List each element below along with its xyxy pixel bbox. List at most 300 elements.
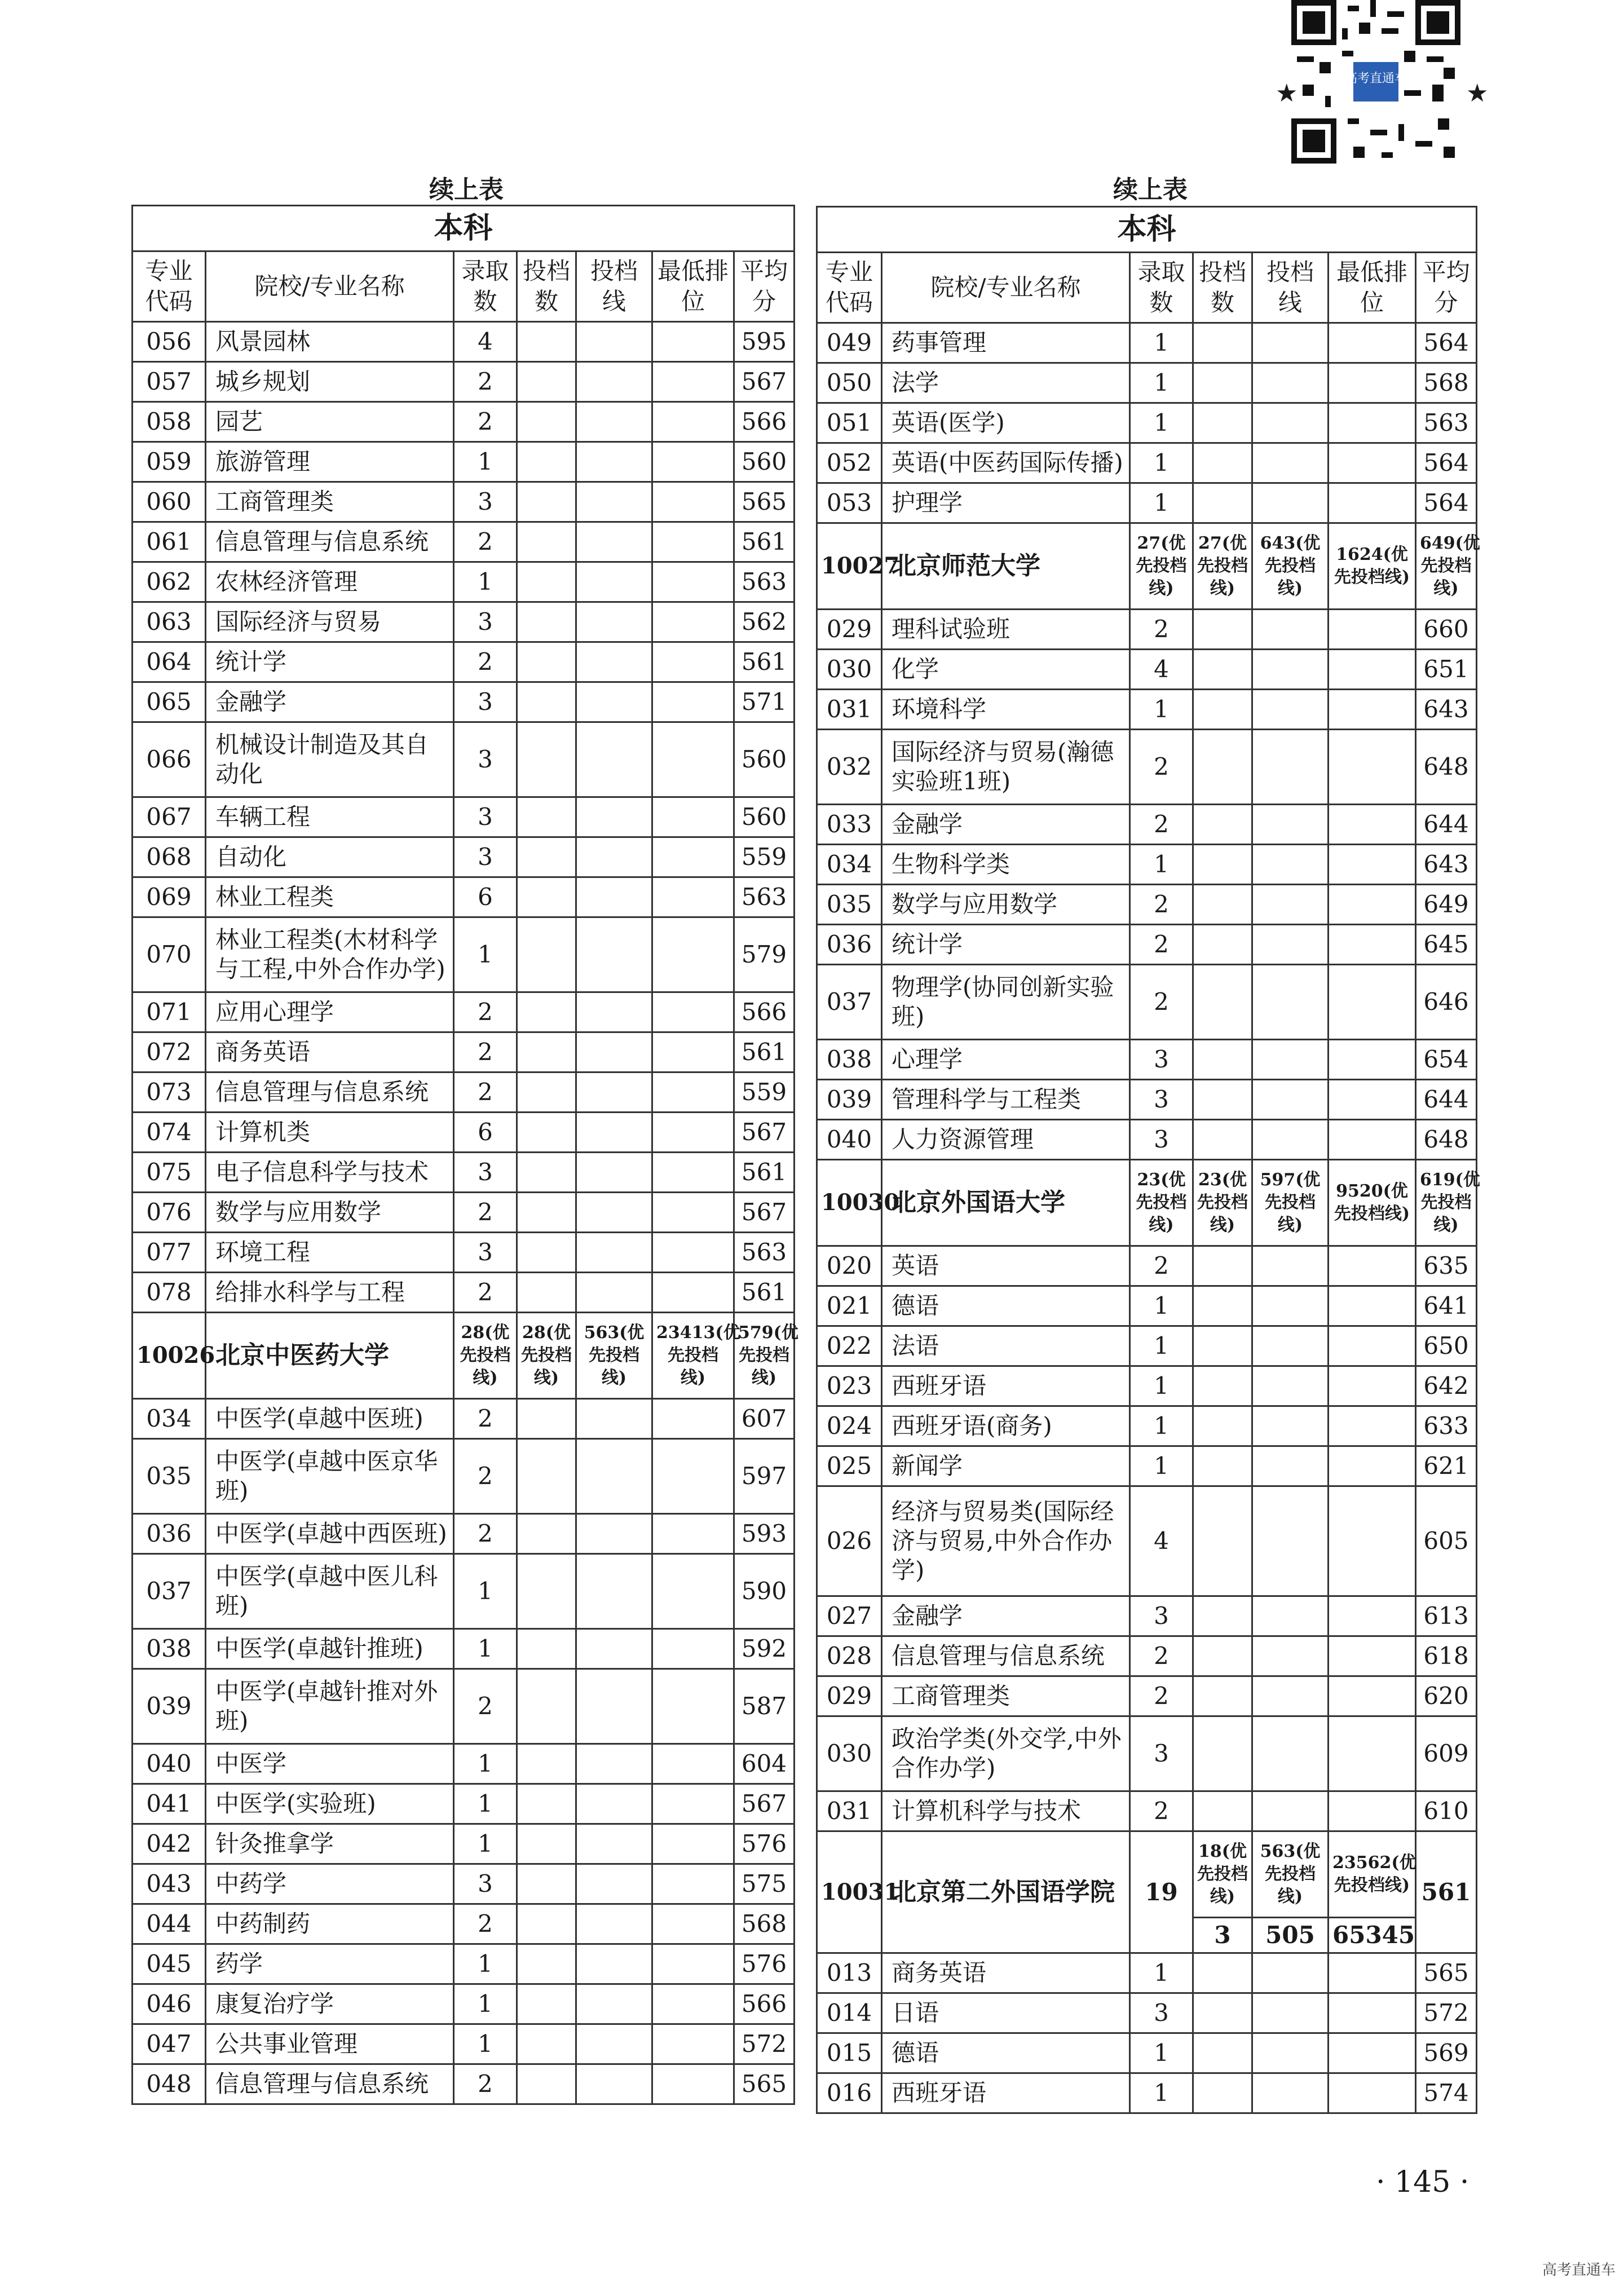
major-name: 计算机科学与技术 bbox=[882, 1791, 1130, 1831]
enrolled-count: 1 bbox=[454, 1629, 517, 1669]
min-rank bbox=[1329, 1596, 1416, 1636]
table-row bbox=[817, 1993, 1477, 2033]
table-row bbox=[133, 482, 795, 522]
major-name: 中医学(实验班) bbox=[206, 1784, 454, 1824]
filed-line bbox=[576, 1193, 652, 1233]
enrolled-count: 3 bbox=[454, 482, 517, 522]
table-row bbox=[133, 722, 795, 797]
major-code: 057 bbox=[133, 362, 206, 402]
filed-line bbox=[1252, 925, 1329, 965]
enrolled-count: 2 bbox=[454, 1514, 517, 1554]
enrolled-count: 1 bbox=[1130, 1366, 1193, 1406]
min-rank bbox=[652, 1439, 734, 1514]
avg-score: 571 bbox=[734, 682, 795, 722]
major-name: 数学与应用数学 bbox=[206, 1193, 454, 1233]
major-name: 商务英语 bbox=[882, 1953, 1130, 1993]
filed-line bbox=[576, 1032, 652, 1072]
enrolled-count: 6 bbox=[454, 1113, 517, 1153]
major-name: 统计学 bbox=[882, 925, 1130, 965]
continued-title-left: 续上表 bbox=[429, 175, 504, 204]
min-rank bbox=[1329, 2033, 1416, 2073]
school-min-rank: 1624(优先投档线) bbox=[1329, 523, 1416, 610]
enrolled-count: 2 bbox=[1130, 610, 1193, 650]
table-row bbox=[133, 1153, 795, 1193]
filed-line bbox=[576, 562, 652, 602]
major-name: 英语 bbox=[882, 1246, 1130, 1286]
min-rank bbox=[652, 1113, 734, 1153]
avg-score: 644 bbox=[1416, 805, 1477, 845]
enrolled-count: 2 bbox=[454, 1439, 517, 1514]
major-name: 机械设计制造及其自动化 bbox=[206, 722, 454, 797]
filed-line bbox=[1252, 1993, 1329, 2033]
major-name: 国际经济与贸易 bbox=[206, 602, 454, 642]
admission-table-right bbox=[816, 206, 1480, 2114]
filed-count bbox=[1193, 1676, 1252, 1716]
min-rank bbox=[652, 1904, 734, 1944]
filed-count bbox=[517, 2024, 576, 2064]
table-row bbox=[133, 522, 795, 562]
enrolled-count: 4 bbox=[454, 322, 517, 362]
major-name: 林业工程类(木材科学与工程,中外合作办学) bbox=[206, 917, 454, 992]
avg-score: 609 bbox=[1416, 1716, 1477, 1791]
avg-score: 560 bbox=[734, 442, 795, 482]
table-row bbox=[133, 1399, 795, 1439]
major-name: 德语 bbox=[882, 2033, 1130, 2073]
major-name: 环境工程 bbox=[206, 1233, 454, 1273]
major-name: 林业工程类 bbox=[206, 877, 454, 917]
filed-line bbox=[576, 2064, 652, 2104]
major-code: 032 bbox=[817, 730, 882, 805]
min-rank bbox=[1329, 323, 1416, 363]
major-code: 060 bbox=[133, 482, 206, 522]
filed-line bbox=[576, 1273, 652, 1313]
filed-count bbox=[1193, 1446, 1252, 1486]
table-row bbox=[133, 877, 795, 917]
major-code: 044 bbox=[133, 1904, 206, 1944]
major-name: 康复治疗学 bbox=[206, 1984, 454, 2024]
filed-line bbox=[1252, 2073, 1329, 2113]
header-filed-line: 投档线 bbox=[576, 251, 652, 322]
filed-count bbox=[517, 522, 576, 562]
avg-score: 560 bbox=[734, 797, 795, 837]
filed-line bbox=[1252, 1486, 1329, 1596]
filed-line bbox=[1252, 1246, 1329, 1286]
filed-line bbox=[576, 1399, 652, 1439]
major-name: 应用心理学 bbox=[206, 992, 454, 1032]
enrolled-count: 2 bbox=[454, 642, 517, 682]
filed-count bbox=[517, 1032, 576, 1072]
table-row bbox=[817, 1953, 1477, 1993]
filed-line bbox=[1252, 1120, 1329, 1160]
major-code: 037 bbox=[133, 1554, 206, 1629]
table-row bbox=[133, 602, 795, 642]
enrolled-count: 1 bbox=[454, 917, 517, 992]
min-rank bbox=[1329, 690, 1416, 730]
major-name: 中药学 bbox=[206, 1864, 454, 1904]
major-code: 065 bbox=[133, 682, 206, 722]
filed-line bbox=[576, 1439, 652, 1514]
filed-count bbox=[1193, 965, 1252, 1040]
enrolled-count: 1 bbox=[454, 1824, 517, 1864]
table-row bbox=[817, 1080, 1477, 1120]
filed-count bbox=[1193, 1716, 1252, 1791]
header-name: 院校/专业名称 bbox=[206, 251, 454, 322]
major-name: 车辆工程 bbox=[206, 797, 454, 837]
table-row bbox=[133, 1864, 795, 1904]
enrolled-count: 1 bbox=[454, 1784, 517, 1824]
min-rank bbox=[1329, 1716, 1416, 1791]
enrolled-count: 2 bbox=[454, 1399, 517, 1439]
filed-count bbox=[1193, 1040, 1252, 1080]
min-rank bbox=[652, 797, 734, 837]
enrolled-count: 3 bbox=[454, 1153, 517, 1193]
avg-score: 574 bbox=[1416, 2073, 1477, 2113]
header-code: 专业代码 bbox=[817, 253, 882, 323]
filed-count bbox=[1193, 1080, 1252, 1120]
major-name: 信息管理与信息系统 bbox=[206, 1072, 454, 1113]
table-row bbox=[817, 610, 1477, 650]
filed-count bbox=[517, 917, 576, 992]
enrolled-count: 1 bbox=[1130, 2033, 1193, 2073]
header-avg: 平均分 bbox=[1416, 253, 1477, 323]
school-filed-line: 563(优先投档线) bbox=[1252, 1831, 1329, 1918]
filed-count bbox=[1193, 805, 1252, 845]
avg-score: 563 bbox=[1416, 403, 1477, 443]
avg-score: 607 bbox=[734, 1399, 795, 1439]
major-name: 计算机类 bbox=[206, 1113, 454, 1153]
footer-watermark: 高考直通车 bbox=[1542, 2262, 1616, 2279]
major-code: 037 bbox=[817, 965, 882, 1040]
avg-score: 562 bbox=[734, 602, 795, 642]
school-min-rank-2: 65345 bbox=[1329, 1918, 1416, 1953]
major-code: 025 bbox=[817, 1446, 882, 1486]
filed-count bbox=[517, 877, 576, 917]
header-min-rank: 最低排位 bbox=[652, 251, 734, 322]
major-code: 035 bbox=[817, 885, 882, 925]
enrolled-count: 1 bbox=[454, 1984, 517, 2024]
table-row bbox=[133, 837, 795, 877]
table-row bbox=[133, 1072, 795, 1113]
table-row bbox=[133, 362, 795, 402]
filed-line bbox=[576, 602, 652, 642]
major-code: 072 bbox=[133, 1032, 206, 1072]
enrolled-count: 1 bbox=[1130, 690, 1193, 730]
avg-score: 561 bbox=[734, 1273, 795, 1313]
min-rank bbox=[1329, 1676, 1416, 1716]
major-name: 城乡规划 bbox=[206, 362, 454, 402]
table-row bbox=[817, 2073, 1477, 2113]
enrolled-count: 3 bbox=[454, 722, 517, 797]
filed-count bbox=[1193, 925, 1252, 965]
enrolled-count: 2 bbox=[454, 1669, 517, 1744]
major-code: 075 bbox=[133, 1153, 206, 1193]
major-name: 针灸推拿学 bbox=[206, 1824, 454, 1864]
enrolled-count: 2 bbox=[454, 402, 517, 442]
enrolled-count: 2 bbox=[454, 522, 517, 562]
filed-line bbox=[576, 722, 652, 797]
filed-line bbox=[576, 1514, 652, 1554]
table-row bbox=[133, 1944, 795, 1984]
school-min-rank: 23413(优先投档线) bbox=[652, 1313, 734, 1399]
avg-score: 561 bbox=[734, 1032, 795, 1072]
filed-line bbox=[1252, 1286, 1329, 1326]
filed-line bbox=[576, 482, 652, 522]
major-name: 化学 bbox=[882, 650, 1130, 690]
table-row bbox=[817, 1366, 1477, 1406]
major-code: 078 bbox=[133, 1273, 206, 1313]
filed-count bbox=[1193, 650, 1252, 690]
avg-score: 568 bbox=[734, 1904, 795, 1944]
table-row bbox=[817, 925, 1477, 965]
filed-line bbox=[1252, 730, 1329, 805]
major-name: 中医学(卓越针推对外班) bbox=[206, 1669, 454, 1744]
major-code: 077 bbox=[133, 1233, 206, 1273]
filed-line bbox=[576, 322, 652, 362]
avg-score: 648 bbox=[1416, 730, 1477, 805]
min-rank bbox=[652, 642, 734, 682]
major-code: 074 bbox=[133, 1113, 206, 1153]
major-name: 中医学(卓越中医儿科班) bbox=[206, 1554, 454, 1629]
major-name: 德语 bbox=[882, 1286, 1130, 1326]
min-rank bbox=[652, 1233, 734, 1273]
school-row bbox=[817, 523, 1477, 610]
min-rank bbox=[1329, 1366, 1416, 1406]
section-title: 本科 bbox=[817, 207, 1477, 253]
major-code: 063 bbox=[133, 602, 206, 642]
major-name: 统计学 bbox=[206, 642, 454, 682]
admission-table-left bbox=[131, 205, 798, 2105]
avg-score: 561 bbox=[734, 522, 795, 562]
enrolled-count: 2 bbox=[454, 1273, 517, 1313]
major-name: 旅游管理 bbox=[206, 442, 454, 482]
filed-line bbox=[576, 992, 652, 1032]
major-code: 020 bbox=[817, 1246, 882, 1286]
header-filed-count: 投档数 bbox=[517, 251, 576, 322]
filed-count bbox=[1193, 1286, 1252, 1326]
school-filed-count: 28(优先投档线) bbox=[517, 1313, 576, 1399]
table-row bbox=[817, 845, 1477, 885]
page-number: · 145 · bbox=[1376, 2165, 1469, 2199]
section-title: 本科 bbox=[133, 206, 795, 251]
filed-count bbox=[517, 722, 576, 797]
min-rank bbox=[1329, 1080, 1416, 1120]
school-enrolled: 19 bbox=[1130, 1831, 1193, 1953]
filed-count bbox=[517, 1984, 576, 2024]
major-code: 039 bbox=[817, 1080, 882, 1120]
table-row bbox=[133, 642, 795, 682]
table-row bbox=[817, 730, 1477, 805]
filed-count bbox=[1193, 443, 1252, 483]
table-row bbox=[817, 690, 1477, 730]
major-code: 049 bbox=[817, 323, 882, 363]
major-name: 数学与应用数学 bbox=[882, 885, 1130, 925]
filed-count bbox=[517, 402, 576, 442]
enrolled-count: 3 bbox=[1130, 1993, 1193, 2033]
major-code: 061 bbox=[133, 522, 206, 562]
major-code: 050 bbox=[817, 363, 882, 403]
filed-line bbox=[1252, 1080, 1329, 1120]
major-code: 016 bbox=[817, 2073, 882, 2113]
min-rank bbox=[1329, 363, 1416, 403]
school-filed-count: 18(优先投档线) bbox=[1193, 1831, 1252, 1918]
enrolled-count: 2 bbox=[454, 2064, 517, 2104]
filed-line bbox=[576, 682, 652, 722]
avg-score: 651 bbox=[1416, 650, 1477, 690]
qr-code-graphic bbox=[1291, 0, 1460, 164]
table-row bbox=[817, 483, 1477, 523]
min-rank bbox=[652, 992, 734, 1032]
filed-count bbox=[517, 1944, 576, 1984]
avg-score: 572 bbox=[1416, 1993, 1477, 2033]
major-name: 法语 bbox=[882, 1326, 1130, 1366]
table-row bbox=[133, 442, 795, 482]
filed-count bbox=[1193, 845, 1252, 885]
filed-count bbox=[517, 1669, 576, 1744]
filed-count bbox=[1193, 885, 1252, 925]
filed-line bbox=[1252, 2033, 1329, 2073]
major-name: 中医学(卓越针推班) bbox=[206, 1629, 454, 1669]
min-rank bbox=[652, 1153, 734, 1193]
min-rank bbox=[652, 1984, 734, 2024]
avg-score: 641 bbox=[1416, 1286, 1477, 1326]
filed-count bbox=[517, 1439, 576, 1514]
filed-count bbox=[517, 442, 576, 482]
enrolled-count: 2 bbox=[1130, 1791, 1193, 1831]
min-rank bbox=[652, 1514, 734, 1554]
continued-title-right: 续上表 bbox=[1113, 175, 1188, 204]
school-avg: 649(优先投档线) bbox=[1416, 523, 1477, 610]
major-code: 066 bbox=[133, 722, 206, 797]
major-code: 045 bbox=[133, 1944, 206, 1984]
major-code: 029 bbox=[817, 1676, 882, 1716]
school-filed-count: 23(优先投档线) bbox=[1193, 1160, 1252, 1246]
enrolled-count: 3 bbox=[454, 1864, 517, 1904]
star-icon: ★ bbox=[1466, 79, 1489, 108]
table-row bbox=[133, 1273, 795, 1313]
major-name: 信息管理与信息系统 bbox=[882, 1636, 1130, 1676]
avg-score: 572 bbox=[734, 2024, 795, 2064]
filed-count bbox=[517, 1113, 576, 1153]
min-rank bbox=[652, 1944, 734, 1984]
enrolled-count: 1 bbox=[1130, 1406, 1193, 1446]
filed-line bbox=[1252, 650, 1329, 690]
enrolled-count: 2 bbox=[1130, 805, 1193, 845]
filed-count bbox=[1193, 1406, 1252, 1446]
filed-line bbox=[576, 642, 652, 682]
filed-count bbox=[517, 797, 576, 837]
enrolled-count: 3 bbox=[454, 602, 517, 642]
min-rank bbox=[1329, 805, 1416, 845]
filed-line bbox=[1252, 1040, 1329, 1080]
school-code: 10030 bbox=[817, 1160, 882, 1246]
enrolled-count: 1 bbox=[1130, 323, 1193, 363]
min-rank bbox=[1329, 1286, 1416, 1326]
enrolled-count: 1 bbox=[1130, 483, 1193, 523]
major-name: 理科试验班 bbox=[882, 610, 1130, 650]
table-row bbox=[817, 363, 1477, 403]
major-code: 013 bbox=[817, 1953, 882, 1993]
filed-line bbox=[576, 1784, 652, 1824]
filed-line bbox=[1252, 403, 1329, 443]
filed-count bbox=[517, 1233, 576, 1273]
min-rank bbox=[652, 402, 734, 442]
filed-line bbox=[576, 2024, 652, 2064]
avg-score: 592 bbox=[734, 1629, 795, 1669]
filed-count bbox=[1193, 610, 1252, 650]
header-min-rank: 最低排位 bbox=[1329, 253, 1416, 323]
major-code: 034 bbox=[817, 845, 882, 885]
filed-count bbox=[1193, 1596, 1252, 1636]
table-row bbox=[133, 322, 795, 362]
min-rank bbox=[1329, 1120, 1416, 1160]
major-code: 064 bbox=[133, 642, 206, 682]
filed-line bbox=[1252, 1953, 1329, 1993]
avg-score: 565 bbox=[734, 2064, 795, 2104]
major-name: 给排水科学与工程 bbox=[206, 1273, 454, 1313]
major-code: 014 bbox=[817, 1993, 882, 2033]
major-name: 工商管理类 bbox=[206, 482, 454, 522]
avg-score: 590 bbox=[734, 1554, 795, 1629]
min-rank bbox=[1329, 730, 1416, 805]
major-name: 信息管理与信息系统 bbox=[206, 522, 454, 562]
min-rank bbox=[1329, 1791, 1416, 1831]
major-name: 英语(医学) bbox=[882, 403, 1130, 443]
avg-score: 563 bbox=[734, 1233, 795, 1273]
avg-score: 565 bbox=[734, 482, 795, 522]
major-code: 053 bbox=[817, 483, 882, 523]
avg-score: 645 bbox=[1416, 925, 1477, 965]
table-row bbox=[133, 1233, 795, 1273]
min-rank bbox=[652, 1032, 734, 1072]
filed-count bbox=[517, 482, 576, 522]
major-name: 经济与贸易类(国际经济与贸易,中外合作办学) bbox=[882, 1486, 1130, 1596]
filed-line bbox=[576, 1669, 652, 1744]
school-code: 10027 bbox=[817, 523, 882, 610]
enrolled-count: 1 bbox=[454, 1744, 517, 1784]
major-code: 039 bbox=[133, 1669, 206, 1744]
school-name: 北京中医药大学 bbox=[206, 1313, 454, 1399]
school-row bbox=[817, 1160, 1477, 1246]
enrolled-count: 3 bbox=[454, 837, 517, 877]
avg-score: 620 bbox=[1416, 1676, 1477, 1716]
table-row bbox=[817, 805, 1477, 845]
header-enrolled: 录取数 bbox=[1130, 253, 1193, 323]
filed-count bbox=[1193, 1120, 1252, 1160]
filed-line bbox=[576, 402, 652, 442]
avg-score: 569 bbox=[1416, 2033, 1477, 2073]
enrolled-count: 2 bbox=[1130, 885, 1193, 925]
avg-score: 567 bbox=[734, 1193, 795, 1233]
avg-score: 604 bbox=[734, 1744, 795, 1784]
table-row bbox=[133, 992, 795, 1032]
min-rank bbox=[1329, 1326, 1416, 1366]
major-code: 071 bbox=[133, 992, 206, 1032]
table-row bbox=[133, 1824, 795, 1864]
min-rank bbox=[652, 1399, 734, 1439]
min-rank bbox=[652, 1744, 734, 1784]
major-code: 028 bbox=[817, 1636, 882, 1676]
filed-line bbox=[1252, 1596, 1329, 1636]
filed-count bbox=[1193, 323, 1252, 363]
filed-line bbox=[1252, 845, 1329, 885]
table-row bbox=[133, 1744, 795, 1784]
table-row bbox=[133, 917, 795, 992]
filed-count bbox=[517, 1629, 576, 1669]
avg-score: 646 bbox=[1416, 965, 1477, 1040]
avg-score: 575 bbox=[734, 1864, 795, 1904]
min-rank bbox=[652, 917, 734, 992]
school-name: 北京外国语大学 bbox=[882, 1160, 1130, 1246]
